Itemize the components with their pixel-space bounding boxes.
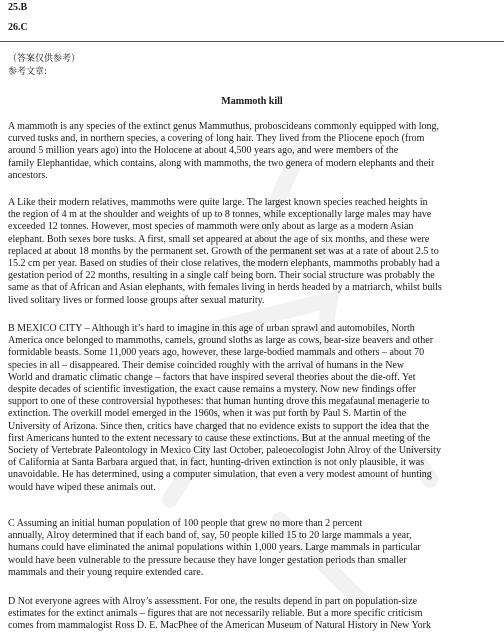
text-line: support to one of these controversial hypotheses: that human hunting drove this megafaunal menagerie to [8,396,430,408]
text-line: exceeded 12 tonnes. However, most species of mammoth were only about as large as a modern Asian [8,221,414,233]
text-line: lived solitary lives or formed loose groups after sexual maturity. [8,294,265,306]
text-line: first Americans hunted to the extent necessary to cause these extinctions. But at the annual meeting of the [8,432,431,444]
text-line: gestation period of 22 months, resulting in a single calf being born. Their social structure was probably the [8,270,435,282]
text-line: formidable beasts. Some 11,000 years ago, however, these large-bodied mammals and others – about 70 [8,347,425,359]
text-line: World and dramatic climatic change – factors that have inspired several theories about the die-off. Yet [8,371,416,383]
text-line: elephant. Both sexes bore tusks. A first, small set appeared at about the age of six months, and these were [8,233,430,245]
text-line: Society of Vertebrate Paleontology in Mexico City last October, paleoecologist John Alroy of the University [8,445,441,457]
text-line: around 5 million years ago) into the Holocene at about 4,500 years ago, and were members of the [8,145,399,157]
reference-note: （答案仅供参考） [8,54,81,64]
text-line: would have been vulnerable to the pressure because they have longer gestation periods than smaller [8,554,407,566]
text-line: estimates for the extinct animals – figures that are not necessarily reliable. But a more specific criticism [8,608,423,620]
paragraph-d [8,596,498,633]
text-line: unavoidable. He has determined, using a computer simulation, that even a very modest amount of hunting [8,469,432,481]
text-line: of California at Santa Barbara argued that, in fact, hunting-driven extinction is not only plausible, it was [8,457,425,469]
text-line: 15.2 cm per year. Based on studies of their close relatives, the modern elephants, mammoths probably had a [8,258,440,270]
text-line: family Elephantidae, which contains, along with mammoths, the two genera of modern elephants and their [8,157,435,169]
text-line: extinction. The overkill model emerged in the 1960s, when it was put forth by Paul S. Martin of the [8,408,407,420]
text-line: same as that of African and Asian elephants, with females living in herds headed by a matriarch, whilst bulls [8,282,442,294]
text-line: humans could have eliminated the animal populations within 1,000 years. Large mammals in particular [8,542,421,554]
text-line: the region of 4 m at the shoulder and weights of up to 8 tonnes, while exceptionally large males may have [8,209,432,221]
text-line: mammals and their young require extended care. [8,566,204,578]
answer-25: 25.B [8,2,28,13]
intro-paragraph [8,121,498,182]
reference-label: 参考文章: [8,67,48,77]
article-title: Mammoth kill [221,96,283,107]
text-line: annually, Alroy determined that if each band of, say, 50 people killed 15 to 20 large mammals a year, [8,530,412,542]
text-line: would have wiped these animals out. [8,481,156,493]
divider-line [0,41,504,42]
text-line: despite decades of scientific investigation, the exact cause remains a mystery. Now new findings offer [8,384,416,396]
paragraph-b [8,323,498,494]
text-line: C Assuming an initial human population of 100 people that grew no more than 2 percent [8,518,363,529]
text-line: D Not everyone agrees with Alroy’s assessment. For one, the results depend in part on population-size [8,596,418,607]
text-line: A mammoth is any species of the extinct genus Mammuthus, proboscideans commonly equipped with long, [8,121,440,132]
paragraph-a [8,197,498,307]
text-line: species in all – disappeared. Their demise coincided roughly with the arrival of humans in the New [8,359,405,371]
text-line: University of Arizona. Since then, critics have charged that no evidence exists to support the idea that the [8,420,430,432]
text-line: curved tusks and, in northern species, a covering of long hair. They lived from the Pliocene epoch (from [8,133,425,145]
text-line: comes from mammalogist Ross D. E. MacPhee of the American Museum of Natural History in New York [8,620,431,632]
text-line: A Like their modern relatives, mammoths were quite large. The largest known species reached heights in [8,197,428,208]
text-line: ancestors. [8,169,48,181]
paragraph-c [8,518,498,579]
answer-26: 26.C [8,22,28,33]
text-line: B MEXICO CITY – Although it’s hard to imagine in this age of urban sprawl and automobiles, North [8,323,415,334]
text-line: America once belonged to mammoths, camels, ground sloths as large as cows, bear-size beavers and other [8,335,434,347]
text-line: replaced at about 18 months by the permanent set. Growth of the permanent set was at a rate of about 2.5 to [8,245,439,257]
